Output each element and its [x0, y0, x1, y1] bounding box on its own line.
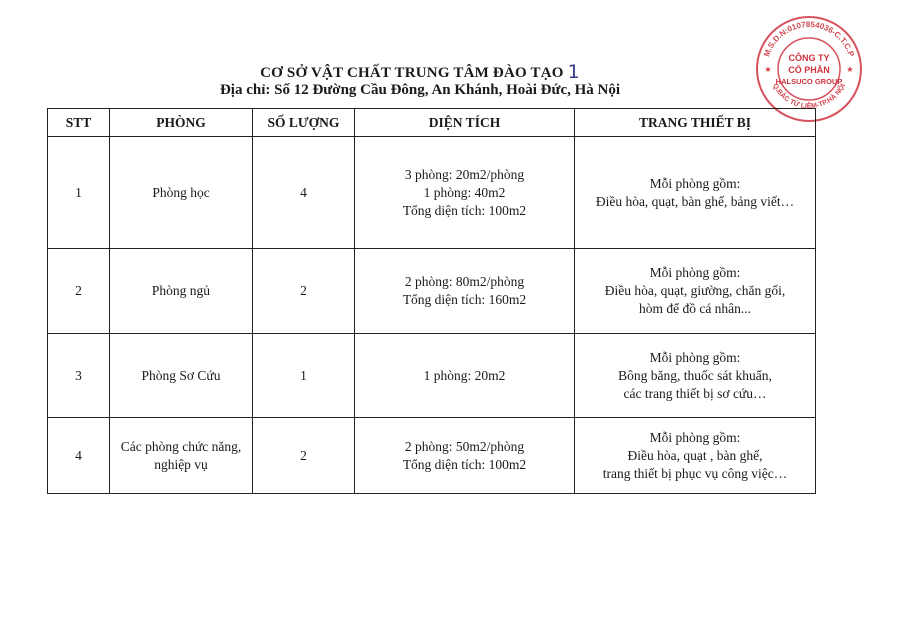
cell-equipment [575, 418, 816, 494]
cell-room-line: Phòng Sơ Cứu [141, 367, 221, 383]
cell-equipment-line: Điều hòa, quạt, giường, chăn gối, [604, 283, 786, 298]
header-quantity: SỐ LƯỢNG [253, 109, 355, 137]
cell-quantity: 2 [253, 418, 355, 494]
cell-room-line: nghiệp vụ [154, 456, 208, 472]
table-row [48, 249, 816, 334]
cell-room [110, 334, 253, 418]
header-equipment: TRANG THIẾT BỊ [575, 109, 816, 137]
cell-equipment-line: Mỗi phòng gồm: [649, 429, 741, 445]
cell-equipment-line: Điều hòa, quạt , bàn ghế, [627, 447, 763, 463]
title-text: CƠ SỞ VẬT CHẤT TRUNG TÂM ĐÀO TẠO [260, 65, 564, 81]
cell-quantity: 1 [253, 334, 355, 418]
cell-area [355, 334, 575, 418]
seal-bottom-text: Q.BẮC TỪ LIÊM-TP.HÀ NỘI [770, 82, 848, 111]
cell-equipment-line: Mỗi phòng gồm: [649, 265, 741, 280]
cell-stt: 4 [48, 418, 110, 494]
cell-equipment-line: trang thiết bị phục vụ công việc… [602, 465, 788, 481]
cell-room-line: Phòng học [152, 184, 210, 200]
cell-equipment [575, 249, 816, 334]
cell-area-line: Tổng diện tích: 160m2 [402, 292, 527, 307]
cell-equipment-line: Điều hòa, quạt, bàn ghế, bảng viết… [595, 193, 795, 209]
table-header-row [48, 109, 816, 137]
cell-room [110, 249, 253, 334]
document-title [200, 60, 640, 82]
cell-equipment-line: Bông băng, thuốc sát khuẩn, [618, 367, 772, 383]
cell-equipment-line: hòm để đồ cá nhân... [638, 301, 752, 316]
cell-area-line: 2 phòng: 80m2/phòng [404, 274, 525, 289]
cell-stt: 1 [48, 137, 110, 249]
cell-room-line: Các phòng chức năng, [120, 438, 242, 454]
cell-area [355, 249, 575, 334]
cell-area [355, 418, 575, 494]
seal-star-icon: ★ [764, 65, 772, 74]
table-row [48, 418, 816, 494]
address-line: Địa chỉ: Số 12 Đường Cầu Đông, An Khánh, Hoài Đức, Hà Nội [219, 82, 621, 98]
cell-equipment-line: Mỗi phòng gồm: [649, 175, 741, 191]
table-row [48, 137, 816, 249]
cell-room [110, 137, 253, 249]
facility-table [47, 108, 816, 494]
header-room: PHÒNG [110, 109, 253, 137]
seal-ring-text: M.S.D.N:0107854036-C.T.C.P [762, 19, 856, 58]
cell-stt: 3 [48, 334, 110, 418]
cell-stt: 2 [48, 249, 110, 334]
seal-star-icon: ★ [846, 65, 854, 74]
cell-room-line: Phòng ngủ [151, 283, 211, 298]
seal-line-1: CÔNG TY [788, 53, 830, 63]
header-stt: STT [48, 109, 110, 137]
cell-room [110, 418, 253, 494]
seal-line-2: CỔ PHẦN [788, 65, 830, 75]
table-row [48, 334, 816, 418]
cell-quantity: 2 [253, 249, 355, 334]
cell-area-line: 2 phòng: 50m2/phòng [404, 438, 525, 454]
header-area: DIỆN TÍCH [355, 109, 575, 137]
handwritten-number: 1 [567, 61, 580, 83]
cell-area-line: 1 phòng: 40m2 [423, 184, 506, 200]
cell-area-line: Tổng diện tích: 100m2 [402, 456, 527, 472]
cell-equipment [575, 137, 816, 249]
seal-line-3: HALSUCO GROUP [775, 77, 843, 86]
cell-equipment-line: Mỗi phòng gồm: [649, 349, 741, 365]
cell-quantity: 4 [253, 137, 355, 249]
cell-equipment-line: các trang thiết bị sơ cứu… [623, 385, 767, 401]
cell-equipment [575, 334, 816, 418]
cell-area-line: 1 phòng: 20m2 [423, 367, 506, 383]
cell-area [355, 137, 575, 249]
svg-text:Q.BẮC TỪ LIÊM-TP.HÀ NỘI [771, 83, 847, 110]
cell-area-line: 3 phòng: 20m2/phòng [404, 166, 525, 182]
cell-area-line: Tổng diện tích: 100m2 [402, 202, 527, 218]
